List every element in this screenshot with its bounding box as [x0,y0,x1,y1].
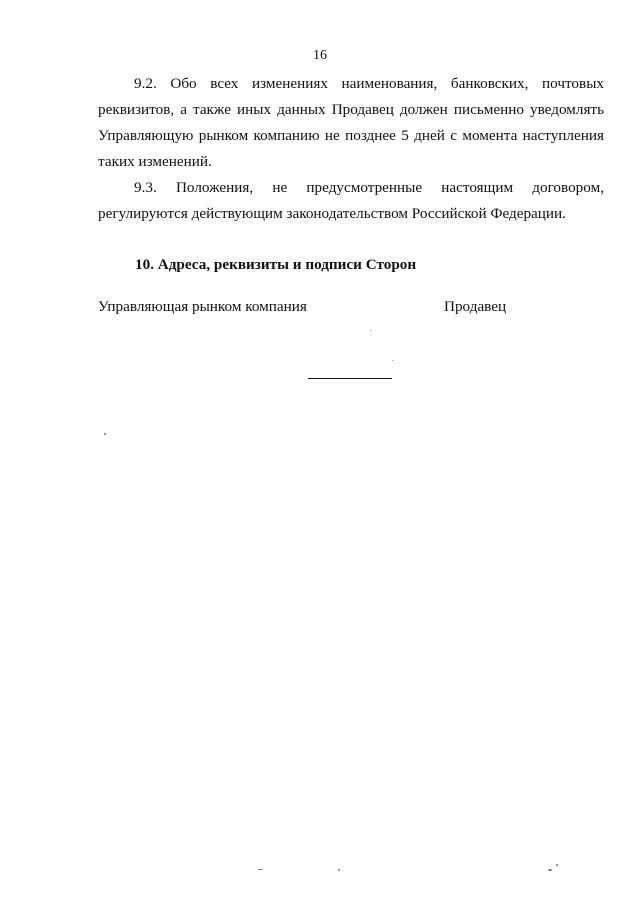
clause-9-3: 9.3. Положения, не предусмотренные настоящим договором, регулируются действующим законодательством Российской Федерации. [98,179,604,222]
party-seller: Продавец [444,298,507,315]
page-number: 16 [313,48,327,63]
clause-9-2: 9.2. Обо всех изменениях наименования, банковских, почтовых реквизитов, а также иных данных Продавец должен письменно уведомлять Управляющую рынком компанию не позднее 5 дней с момента наступления таких изменений. [98,75,604,170]
party-management-company: Управляющая рынком компания [98,298,307,315]
scan-speck [548,869,552,871]
scan-speck [104,433,106,435]
section-heading: 10. Адреса, реквизиты и подписи Сторон [135,256,417,273]
scan-speck [556,864,558,866]
scan-speck [338,869,340,871]
end-divider-line [308,378,392,379]
scan-speck [370,330,371,331]
scan-speck [258,869,263,870]
scan-speck [392,360,393,361]
